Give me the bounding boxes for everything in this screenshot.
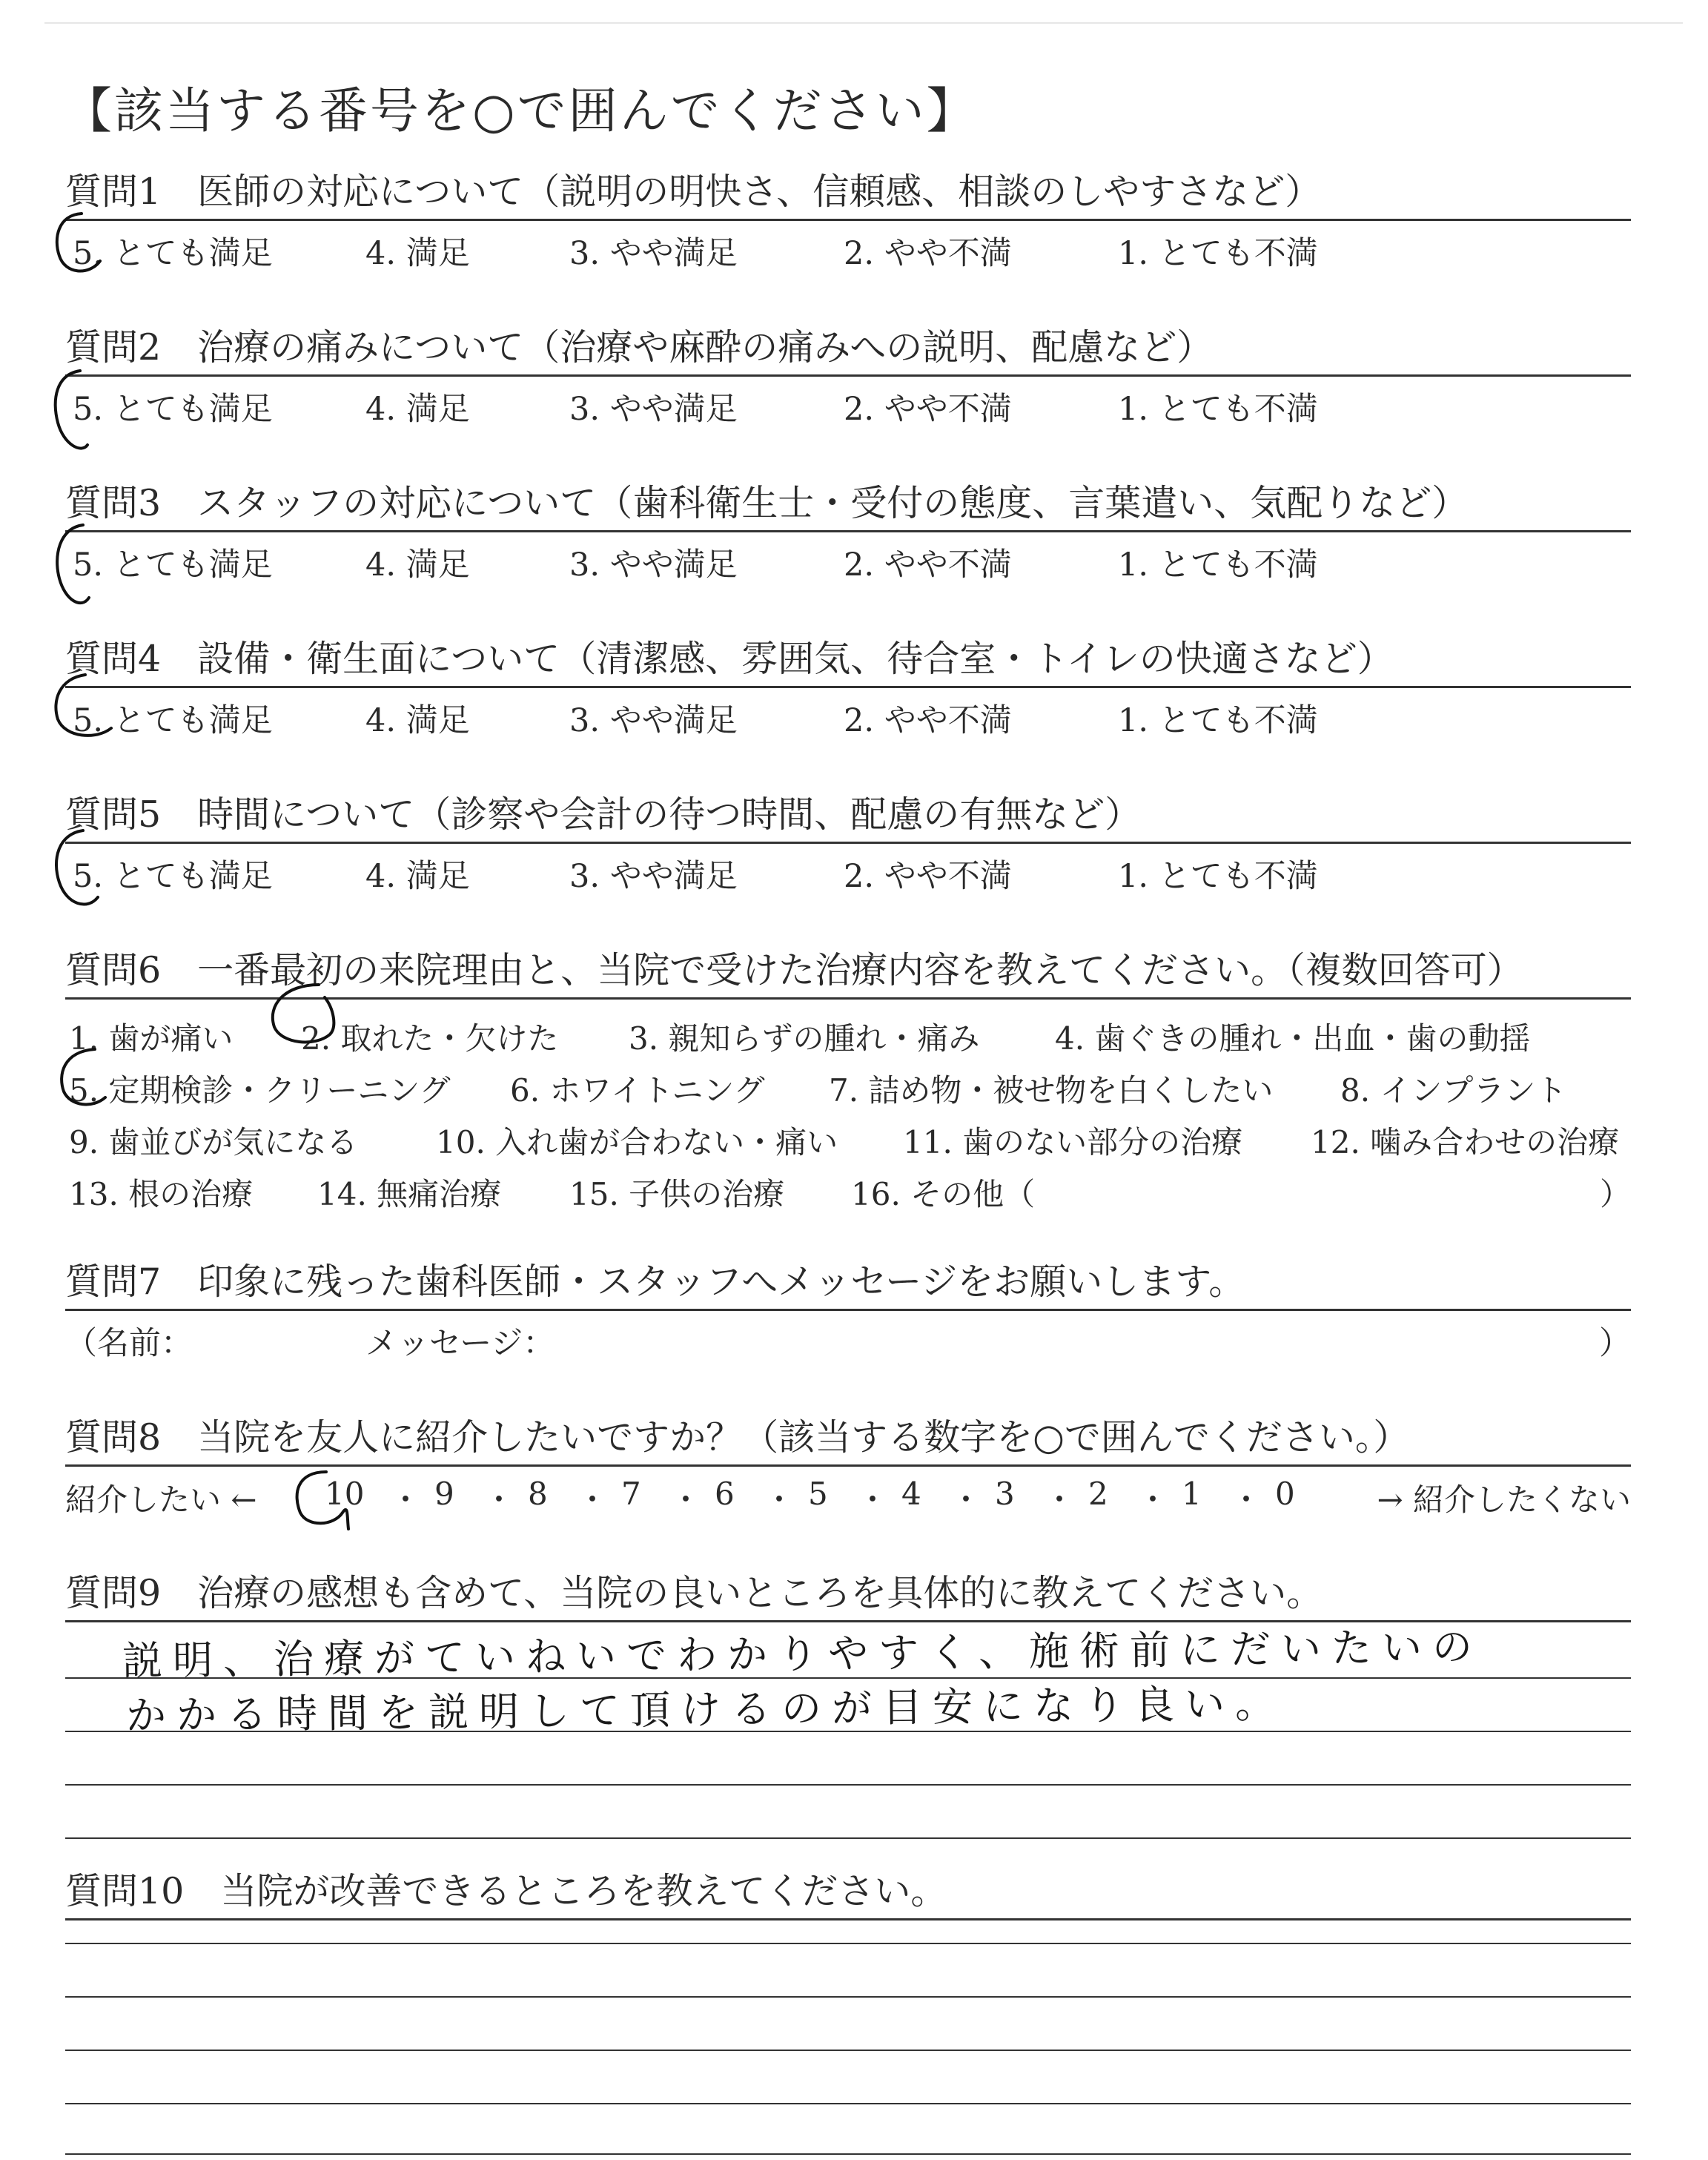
q7-close-paren: ） xyxy=(1599,1325,1631,1362)
q3-option-4[interactable]: 4. 満足 xyxy=(365,546,470,584)
q6-option-2[interactable]: 2. 取れた・欠けた xyxy=(301,1020,559,1057)
q6-other-close-paren: ） xyxy=(1599,1176,1631,1212)
q4-option-3[interactable]: 3. やや満足 xyxy=(569,702,738,739)
q6-option-5[interactable]: 5. 定期検診・クリーニング xyxy=(69,1072,451,1109)
q8-score-1[interactable]: 1 xyxy=(1182,1476,1202,1512)
question-1-heading xyxy=(65,156,1631,221)
q8-separator: ・ xyxy=(483,1482,515,1518)
q6-option-11[interactable]: 11. 歯のない部分の治療 xyxy=(903,1124,1243,1160)
question-5-label: 質問5 時間について（診察や会計の待つ時間、配慮の有無など） xyxy=(65,793,1142,836)
q9-writing-line xyxy=(65,1837,1631,1839)
q3-option-1[interactable]: 1. とても不満 xyxy=(1118,546,1318,584)
q8-score-2[interactable]: 2 xyxy=(1088,1476,1108,1512)
question-3-label: 質問3 スタッフの対応について（歯科衛生士・受付の態度、言葉遣い、気配りなど） xyxy=(65,482,1469,524)
question-2-label: 質問2 治療の痛みについて（治療や麻酔の痛みへの説明、配慮など） xyxy=(65,326,1214,369)
question-1-options xyxy=(65,221,1631,273)
q3-option-3[interactable]: 3. やや満足 xyxy=(569,546,738,584)
q3-option-5[interactable]: 5. とても満足 xyxy=(73,546,273,584)
question-10 xyxy=(65,1854,1631,1920)
q10-writing-line xyxy=(65,2153,1631,2155)
question-4-options xyxy=(65,688,1631,740)
q6-option-13[interactable]: 13. 根の治療 xyxy=(69,1176,254,1212)
question-10-label: 質問10 当院が改善できるところを教えてください。 xyxy=(65,1870,947,1912)
q6-option-6[interactable]: 6. ホワイトニング xyxy=(510,1072,765,1109)
question-9-label: 質問9 治療の感想も含めて、当院の良いところを具体的に教えてください。 xyxy=(65,1572,1323,1614)
question-1-label: 質問1 医師の対応について（説明の明快さ、信頼感、相談のしやすさなど） xyxy=(65,171,1322,213)
q1-option-5[interactable]: 5. とても満足 xyxy=(73,235,273,272)
q10-writing-line xyxy=(65,2050,1631,2051)
q8-score-5[interactable]: 5 xyxy=(808,1476,828,1512)
q1-option-3[interactable]: 3. やや満足 xyxy=(569,235,738,272)
q8-score-10[interactable]: 10 xyxy=(325,1476,365,1512)
q8-separator: ・ xyxy=(577,1482,609,1518)
q6-option-7[interactable]: 7. 詰め物・被せ物を白くしたい xyxy=(829,1072,1274,1109)
q1-option-4[interactable]: 4. 満足 xyxy=(365,235,470,272)
q2-option-3[interactable]: 3. やや満足 xyxy=(569,391,738,428)
q5-option-2[interactable]: 2. やや不満 xyxy=(844,858,1012,895)
q4-option-5[interactable]: 5. とても満足 xyxy=(73,702,273,739)
question-9 xyxy=(65,1557,1631,1622)
q4-option-4[interactable]: 4. 満足 xyxy=(365,702,470,739)
q10-writing-line xyxy=(65,1996,1631,1998)
q8-separator: ・ xyxy=(390,1482,422,1518)
q8-separator: ・ xyxy=(857,1482,889,1518)
q9-answer-line-2[interactable]: かかる時間を説明して頂けるのが目安になり良い。 xyxy=(125,1680,1286,1740)
q7-message-label: メッセージ： xyxy=(365,1325,555,1362)
question-8 xyxy=(65,1401,1631,1526)
q4-option-1[interactable]: 1. とても不満 xyxy=(1118,702,1318,739)
q8-separator: ・ xyxy=(1044,1482,1076,1518)
question-3-options xyxy=(65,532,1631,584)
q8-score-0[interactable]: 0 xyxy=(1275,1476,1295,1512)
question-3-heading xyxy=(65,467,1631,532)
q8-score-8[interactable]: 8 xyxy=(528,1476,548,1512)
question-5 xyxy=(65,779,1631,896)
question-8-scale xyxy=(65,1467,1631,1526)
q8-left-label: 紹介したい ← xyxy=(65,1482,257,1518)
q1-option-1[interactable]: 1. とても不満 xyxy=(1118,235,1318,272)
question-4-heading xyxy=(65,623,1631,688)
q3-option-2[interactable]: 2. やや不満 xyxy=(844,546,1012,584)
q4-option-2[interactable]: 2. やや不満 xyxy=(844,702,1012,739)
q2-option-2[interactable]: 2. やや不満 xyxy=(844,391,1012,428)
q6-option-3[interactable]: 3. 親知らずの腫れ・痛み xyxy=(629,1020,980,1057)
question-1 xyxy=(65,156,1631,273)
question-4 xyxy=(65,623,1631,740)
q8-separator: ・ xyxy=(950,1482,982,1518)
question-7-fields xyxy=(65,1311,1631,1363)
q8-separator: ・ xyxy=(1231,1482,1262,1518)
q5-option-4[interactable]: 4. 満足 xyxy=(365,858,470,895)
q6-option-12[interactable]: 12. 噛み合わせの治療 xyxy=(1311,1124,1620,1160)
q6-option-16[interactable]: 16. その他（ xyxy=(851,1176,1036,1212)
question-7 xyxy=(65,1246,1631,1363)
q8-separator: ・ xyxy=(670,1482,702,1518)
question-2 xyxy=(65,311,1631,429)
q7-name-label: （名前： xyxy=(65,1325,193,1362)
question-8-heading xyxy=(65,1401,1631,1467)
q6-option-1[interactable]: 1. 歯が痛い xyxy=(69,1020,234,1057)
q9-writing-line xyxy=(65,1784,1631,1786)
q10-writing-line xyxy=(65,1943,1631,1944)
question-7-heading xyxy=(65,1246,1631,1311)
q6-option-10[interactable]: 10. 入れ歯が合わない・痛い xyxy=(436,1124,838,1160)
q8-score-4[interactable]: 4 xyxy=(901,1476,921,1512)
q8-right-label: → 紹介したくない xyxy=(1377,1482,1631,1518)
question-5-options xyxy=(65,844,1631,896)
q5-option-5[interactable]: 5. とても満足 xyxy=(73,858,273,895)
q5-option-1[interactable]: 1. とても不満 xyxy=(1118,858,1318,895)
q6-option-8[interactable]: 8. インプラント xyxy=(1340,1072,1567,1109)
question-9-heading xyxy=(65,1557,1631,1622)
q6-option-4[interactable]: 4. 歯ぐきの腫れ・出血・歯の動揺 xyxy=(1055,1020,1531,1057)
question-3 xyxy=(65,467,1631,584)
q2-option-4[interactable]: 4. 満足 xyxy=(365,391,470,428)
q6-option-15[interactable]: 15. 子供の治療 xyxy=(569,1176,785,1212)
q2-option-5[interactable]: 5. とても満足 xyxy=(73,391,273,428)
question-7-label: 質問7 印象に残った歯科医師・スタッフへメッセージをお願いします。 xyxy=(65,1261,1245,1303)
q8-score-3[interactable]: 3 xyxy=(995,1476,1015,1512)
question-2-heading xyxy=(65,311,1631,377)
question-10-heading xyxy=(65,1854,1631,1920)
question-4-label: 質問4 設備・衛生面について（清潔感、雰囲気、待合室・トイレの快適さなど） xyxy=(65,638,1394,680)
page-title: 【該当する番号を○で囲んでください】 xyxy=(63,82,978,139)
q6-option-9[interactable]: 9. 歯並びが気になる xyxy=(69,1124,358,1160)
q1-option-2[interactable]: 2. やや不満 xyxy=(844,235,1012,272)
q8-score-7[interactable]: 7 xyxy=(621,1476,641,1512)
q8-separator: ・ xyxy=(764,1482,795,1518)
question-2-options xyxy=(65,377,1631,429)
q10-writing-line xyxy=(65,2103,1631,2104)
question-6-options xyxy=(65,1000,1631,1212)
q8-separator: ・ xyxy=(1137,1482,1169,1518)
q5-option-3[interactable]: 3. やや満足 xyxy=(569,858,738,895)
question-6-heading xyxy=(65,934,1631,1000)
q2-option-1[interactable]: 1. とても不満 xyxy=(1118,391,1318,428)
question-6-label: 質問6 一番最初の来院理由と、当院で受けた治療内容を教えてください。（複数回答可） xyxy=(65,949,1523,991)
question-6 xyxy=(65,934,1631,1212)
q8-score-6[interactable]: 6 xyxy=(715,1476,735,1512)
q9-answer-line-1[interactable]: 説明、治療がていねいでわかりやすく、施術前にだいたいの xyxy=(122,1623,1483,1685)
top-rule xyxy=(44,22,1683,24)
question-5-heading xyxy=(65,779,1631,844)
question-8-label: 質問8 当院を友人に紹介したいですか？（該当する数字を○で囲んでください。） xyxy=(65,1416,1410,1459)
q6-option-14[interactable]: 14. 無痛治療 xyxy=(317,1176,502,1212)
q8-score-9[interactable]: 9 xyxy=(434,1476,454,1512)
